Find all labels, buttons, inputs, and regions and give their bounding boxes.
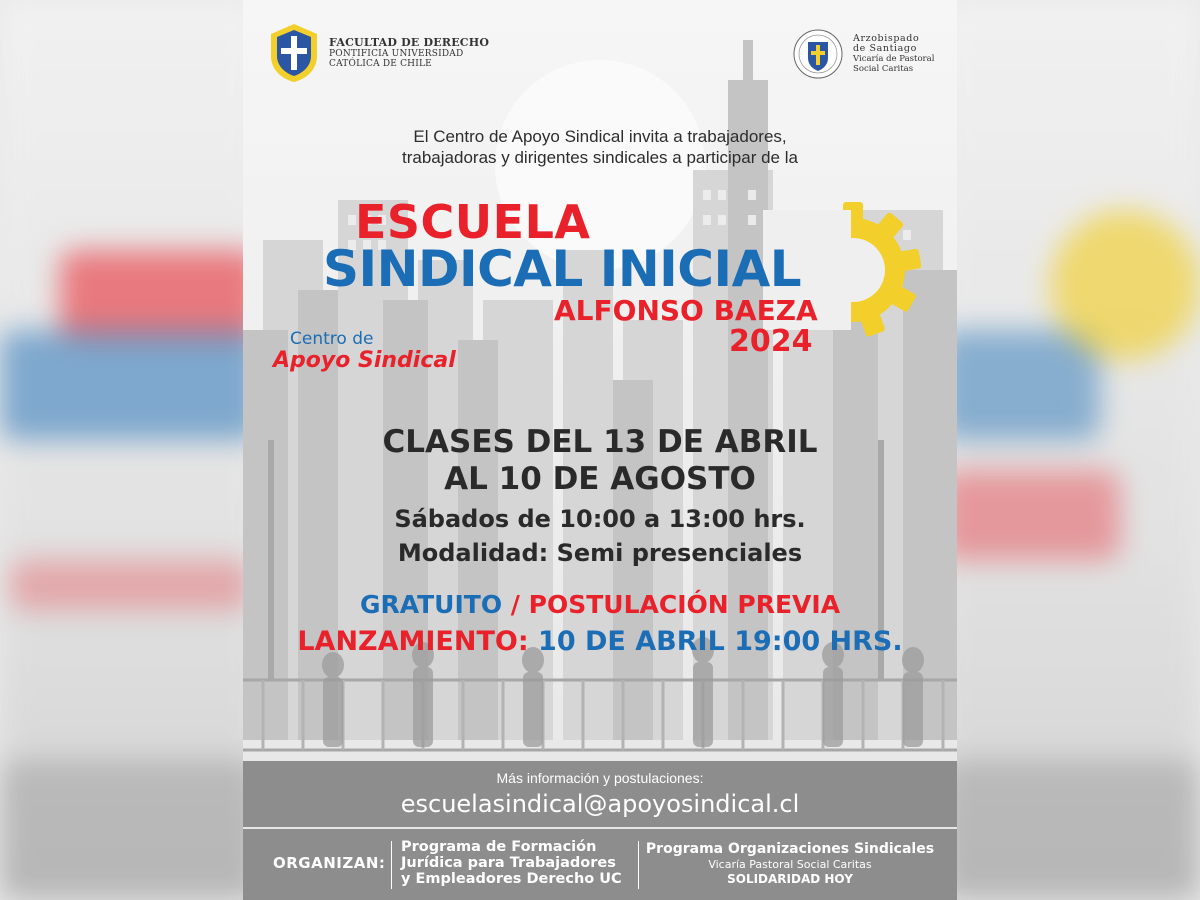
title-year: 2024 bbox=[729, 324, 813, 359]
organizers-label: ORGANIZAN: bbox=[273, 854, 386, 872]
info-bar bbox=[243, 761, 957, 827]
organizers-bar bbox=[243, 829, 957, 900]
schedule-line3: Sábados de 10:00 a 13:00 hrs. bbox=[394, 505, 806, 533]
launch-label: LANZAMIENTO: bbox=[297, 626, 529, 657]
arzobispado-line2: de Santiago bbox=[853, 43, 917, 55]
arzobispado-seal-icon bbox=[793, 24, 843, 84]
uc-law-faculty-logo bbox=[269, 22, 489, 84]
arzobispado-line1: Arzobispado bbox=[853, 32, 920, 44]
organizer-a-line2: Jurídica para Trabajadores bbox=[401, 855, 616, 871]
organizer-b-line2: Vicaría Pastoral Social Caritas bbox=[708, 858, 872, 871]
arzobispado-line4: Social Caritas bbox=[853, 63, 914, 74]
uc-logo-line3: CATÓLICA DE CHILE bbox=[329, 59, 432, 70]
invitation-text bbox=[243, 126, 957, 168]
background-left-panel bbox=[0, 0, 260, 900]
title-sindical-inicial: SINDICAL INICIAL bbox=[323, 240, 802, 298]
registration-line bbox=[243, 590, 957, 619]
arzobispado-line3: Vicaría de Pastoral bbox=[853, 54, 935, 65]
slash-separator: / bbox=[510, 590, 520, 619]
launch-date: 10 DE ABRIL 19:00 HRS. bbox=[538, 626, 903, 657]
free-label: GRATUITO bbox=[359, 590, 503, 619]
centro-logo-line2: Apoyo Sindical bbox=[273, 348, 456, 373]
launch-line bbox=[243, 626, 957, 657]
uc-logo-line2: PONTIFICIA UNIVERSIDAD bbox=[329, 49, 464, 60]
schedule-line4: Modalidad: Semi presenciales bbox=[397, 539, 803, 567]
uc-logo-line1: FACULTAD DE DERECHO bbox=[329, 35, 490, 49]
prior-application-label: POSTULACIÓN PREVIA bbox=[528, 590, 841, 619]
organizer-uc-program bbox=[401, 839, 622, 887]
title-escuela: ESCUELA bbox=[355, 195, 591, 249]
organizer-b-line3: SOLIDARIDAD HOY bbox=[727, 872, 853, 886]
background-right-panel bbox=[940, 0, 1200, 900]
schedule-line1: CLASES DEL 13 DE ABRIL bbox=[382, 424, 818, 460]
poster bbox=[243, 0, 957, 900]
contact-email[interactable]: escuelasindical@apoyosindical.cl bbox=[400, 790, 800, 818]
schedule-block bbox=[243, 424, 957, 570]
arzobispado-logo bbox=[793, 24, 934, 84]
info-label: Más información y postulaciones: bbox=[496, 770, 704, 786]
organizer-caritas-program bbox=[645, 841, 935, 886]
divider bbox=[638, 841, 639, 889]
uc-shield-icon bbox=[269, 22, 319, 84]
invitation-line2: trabajadoras y dirigentes sindicales a participar de la bbox=[402, 148, 798, 167]
centro-logo-line1: Centro de bbox=[290, 329, 374, 349]
organizer-a-line1: Programa de Formación bbox=[401, 839, 597, 855]
organizer-a-line3: y Empleadores Derecho UC bbox=[401, 871, 622, 887]
schedule-line2: AL 10 DE AGOSTO bbox=[444, 461, 756, 497]
title-alfonso-baeza: ALFONSO BAEZA bbox=[554, 294, 818, 327]
divider bbox=[391, 841, 392, 889]
invitation-line1: El Centro de Apoyo Sindical invita a trabajadores, bbox=[413, 127, 787, 146]
organizer-b-line1: Programa Organizaciones Sindicales bbox=[645, 841, 935, 857]
